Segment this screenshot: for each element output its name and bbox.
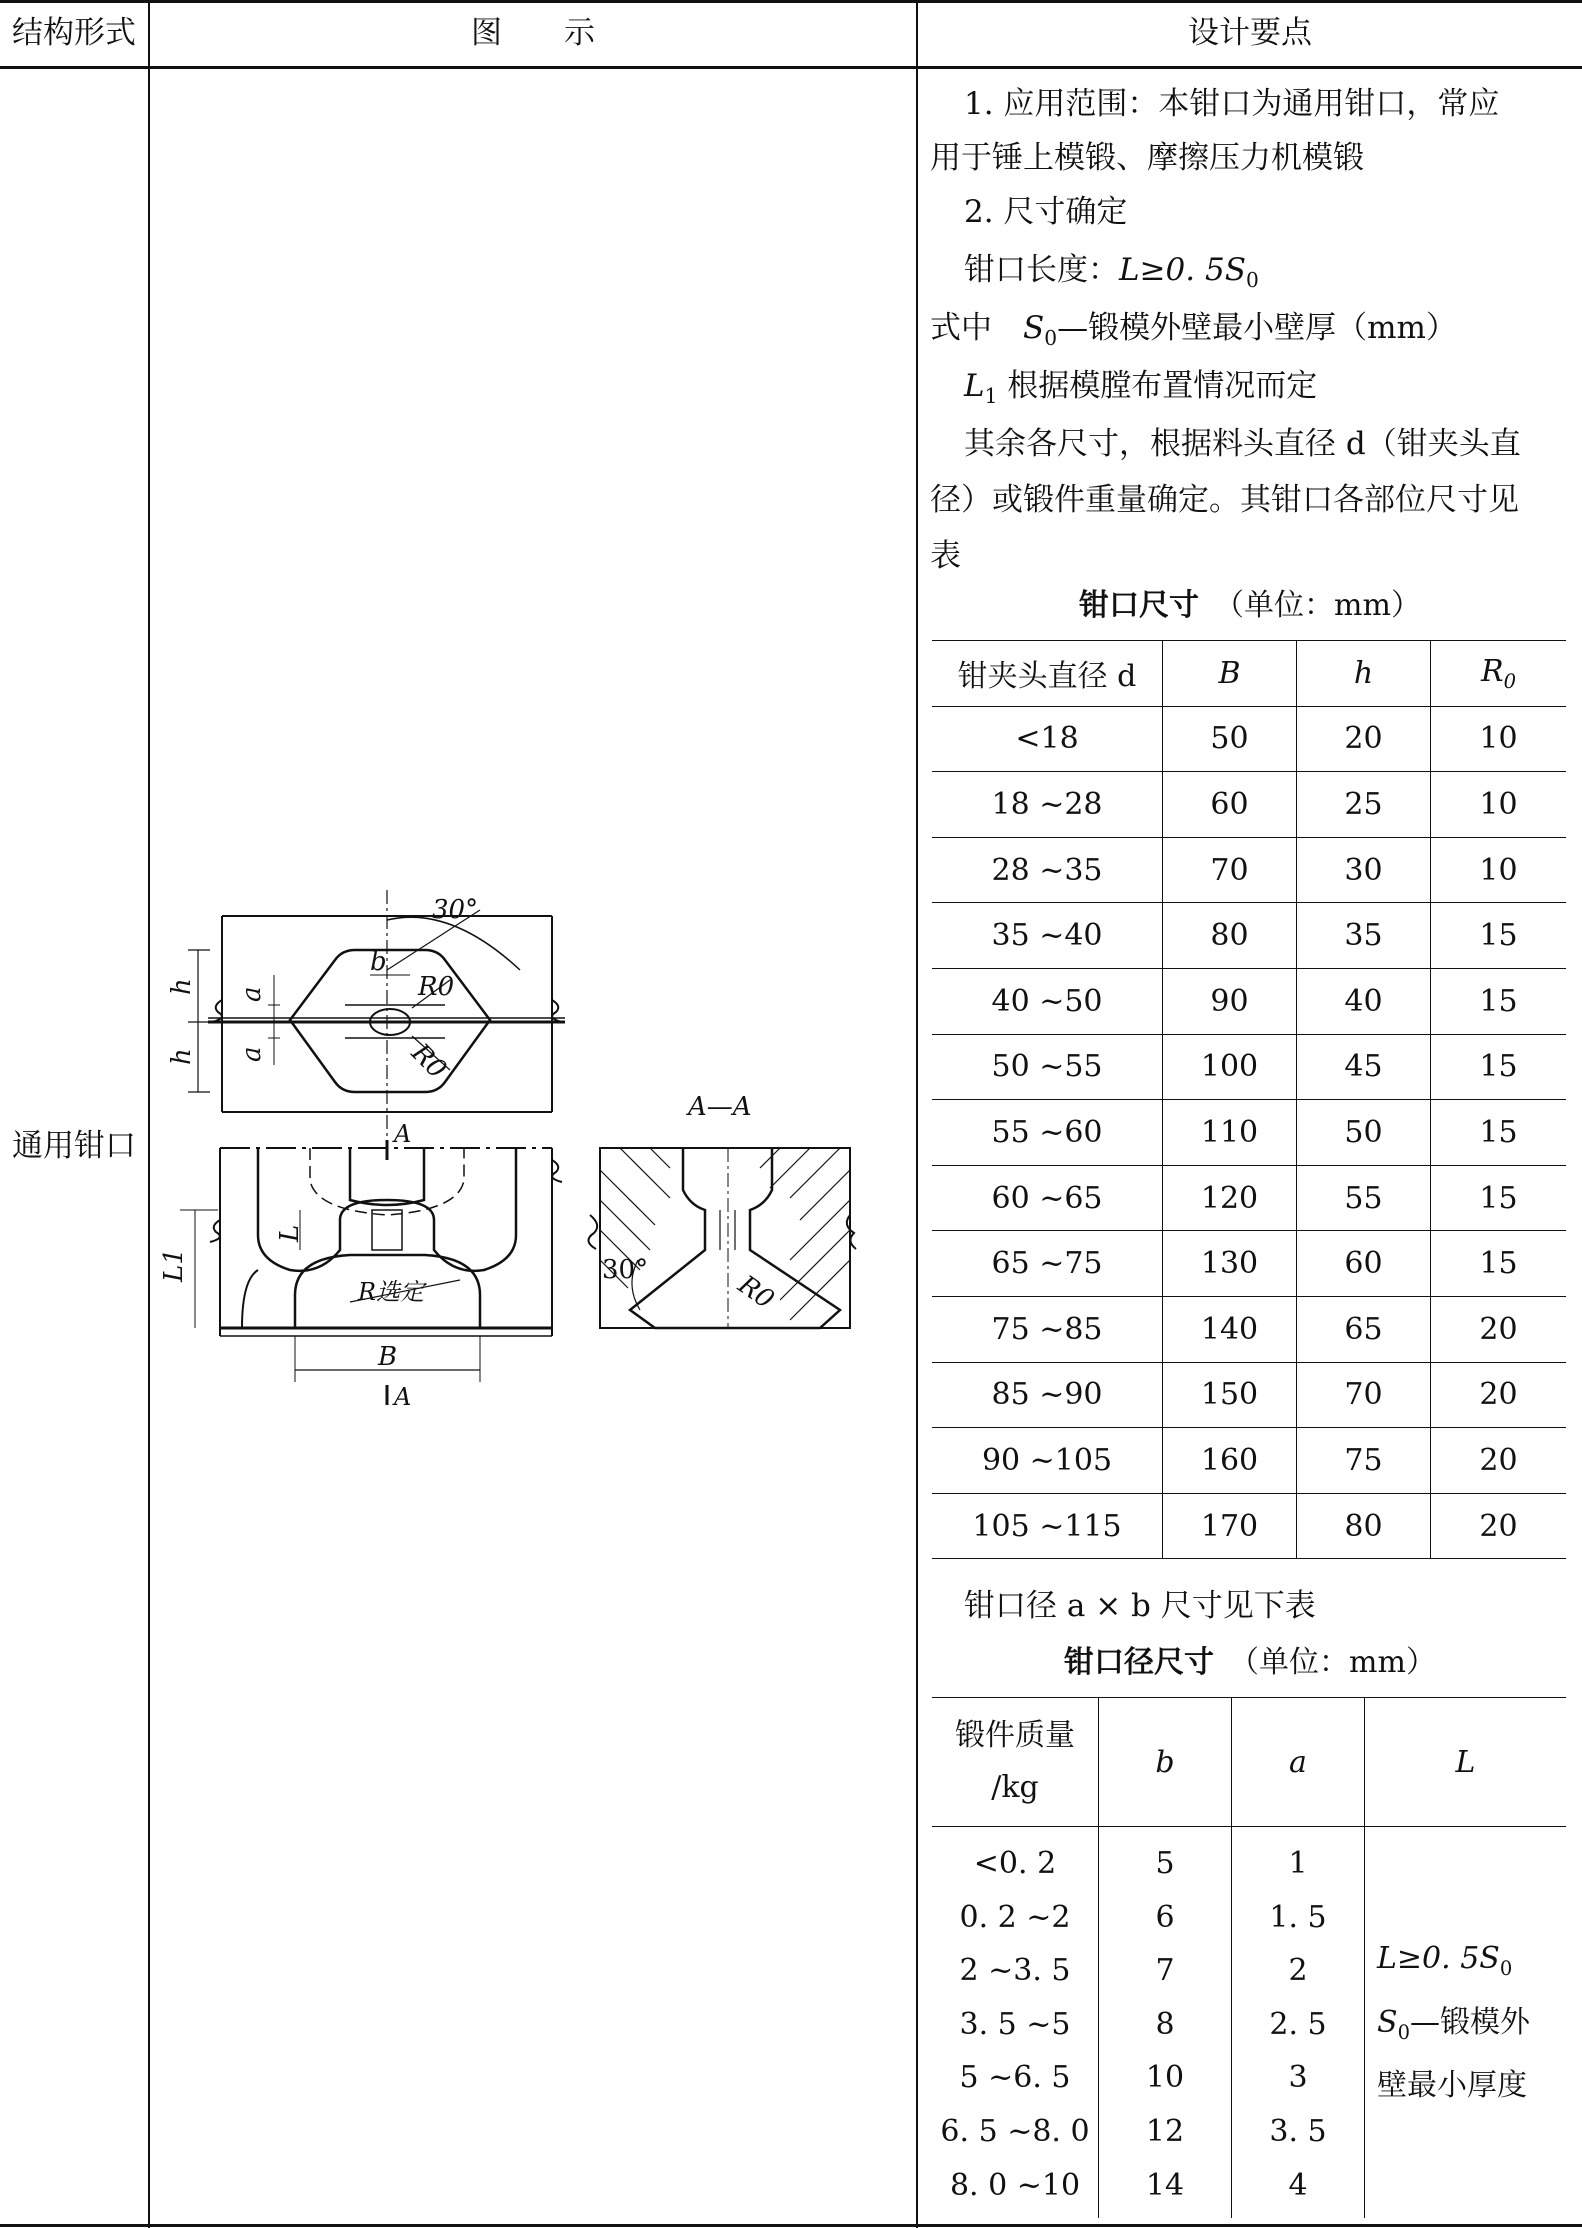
- t1-cell: 50: [1163, 706, 1297, 772]
- table-row: [932, 772, 1566, 838]
- t1-cell: 80: [1297, 1493, 1431, 1559]
- t1-cell: 60: [1163, 772, 1297, 838]
- t2-header-b: b: [1099, 1698, 1232, 1827]
- t1-cell: 80: [1163, 903, 1297, 969]
- table1-unit: （单位：mm）: [1229, 588, 1421, 623]
- label-r0-bottom: R0: [405, 1038, 453, 1085]
- table1-title: [918, 580, 1582, 624]
- t1-cell: 160: [1163, 1428, 1297, 1494]
- list-item: 5: [1155, 1846, 1175, 1881]
- para-other-1: 其余各尺寸，根据料头直径 d（钳夹头直: [964, 426, 1521, 462]
- para-scope-1: 1. 应用范围：本钳口为通用钳口，常应: [964, 86, 1500, 122]
- table-row: [932, 706, 1566, 772]
- label-r-select: R选定: [358, 1278, 425, 1306]
- where-rest: —锻模外壁最小壁厚（mm）: [1057, 310, 1457, 346]
- table-row: [932, 903, 1566, 969]
- row-label: 通用钳口: [12, 1128, 136, 1164]
- note-rest: —锻模外: [1409, 2004, 1530, 2040]
- list-item: 1: [1288, 1846, 1308, 1881]
- length-formula: L≥0. 5S: [1119, 252, 1246, 288]
- label-l1: L1: [159, 1248, 189, 1282]
- table-row: [932, 968, 1566, 1034]
- para-l1: [930, 358, 1580, 424]
- t1-cell: 150: [1163, 1362, 1297, 1428]
- list-item: 2: [1288, 1953, 1308, 1989]
- t1-cell: 35 ~40: [932, 903, 1163, 969]
- t1-cell: 90 ~105: [932, 1428, 1163, 1494]
- t1-header-h: h: [1297, 641, 1431, 707]
- t1-header-d: 钳夹头直径 d: [932, 641, 1163, 707]
- t1-cell: 70: [1297, 1362, 1431, 1428]
- label-angle-30: 30°: [432, 895, 479, 925]
- header-figure: 图 示: [471, 15, 595, 51]
- para-other-3: 表: [930, 538, 961, 574]
- list-item: 2 ~3. 5: [959, 1953, 1071, 1989]
- table-row: [932, 1100, 1566, 1166]
- t1-cell: 65 ~75: [932, 1231, 1163, 1297]
- t1-cell: 105 ~115: [932, 1493, 1163, 1559]
- label-a-bottom: a: [237, 1046, 267, 1062]
- note-formula-sub: 0: [1499, 1957, 1513, 1981]
- header-structure: 结构形式: [12, 15, 136, 51]
- t2-header-a: a: [1232, 1698, 1365, 1827]
- header-divider: [0, 66, 1582, 69]
- list-item: 6. 5 ~8. 0: [940, 2113, 1090, 2149]
- t1-cell: 110: [1163, 1100, 1297, 1166]
- t1-cell: 15: [1431, 903, 1567, 969]
- section-view-labels: [602, 1092, 779, 1315]
- t1-cell: 30: [1297, 837, 1431, 903]
- note-sym: S: [1377, 2004, 1398, 2040]
- t1-cell: 15: [1431, 1100, 1567, 1166]
- t1-cell: 20: [1297, 706, 1431, 772]
- label-l: L: [275, 1224, 305, 1242]
- col-divider-2: [916, 0, 918, 2228]
- table2-title: [918, 1637, 1582, 1681]
- table-row: [932, 837, 1566, 903]
- t1-cell: 130: [1163, 1231, 1297, 1297]
- section-view: [588, 1148, 856, 1328]
- t1-cell: 120: [1163, 1165, 1297, 1231]
- clamp-diameter-table: [932, 1697, 1566, 2218]
- t1-cell: 90: [1163, 968, 1297, 1034]
- label-b-width: B: [378, 1342, 398, 1372]
- table2-header-row: [932, 1698, 1566, 1827]
- t1-cell: 40 ~50: [932, 968, 1163, 1034]
- t1-cell: 75 ~85: [932, 1296, 1163, 1362]
- list-item: 12: [1145, 2113, 1185, 2149]
- note-sym-sub: 0: [1397, 2020, 1410, 2044]
- t1-cell: 15: [1431, 1165, 1567, 1231]
- table-row: [932, 1493, 1566, 1559]
- list-item: 7: [1155, 1953, 1175, 1989]
- clamp-drawing: [150, 70, 916, 2225]
- list-item: 8. 0 ~10: [949, 2167, 1081, 2203]
- t1-cell: 20: [1431, 1362, 1567, 1428]
- list-item: 6: [1155, 1899, 1175, 1935]
- t1-cell: 20: [1431, 1428, 1567, 1494]
- label-section-angle: 30°: [602, 1255, 649, 1285]
- t1-cell: 55 ~60: [932, 1100, 1163, 1166]
- front-view: [180, 1148, 562, 1405]
- para-dimension: 2. 尺寸确定: [964, 194, 1128, 230]
- t1-cell: 15: [1431, 968, 1567, 1034]
- t2-header-mass: [932, 1698, 1099, 1827]
- note-formula: L≥0. 5S: [1377, 1941, 1500, 1977]
- para-length: [930, 242, 1580, 308]
- t2-header-l: L: [1365, 1698, 1567, 1827]
- list-item: <0. 2: [973, 1846, 1057, 1881]
- t1-cell: 70: [1163, 837, 1297, 903]
- t1-cell: 170: [1163, 1493, 1297, 1559]
- label-section-r0: R0: [732, 1269, 780, 1316]
- top-view: [188, 890, 565, 1160]
- list-item: 0. 2 ~2: [959, 1899, 1071, 1935]
- t2-header-mass-2: /kg: [991, 1770, 1039, 1805]
- t1-cell: 65: [1297, 1296, 1431, 1362]
- label-section-title: A—A: [688, 1092, 752, 1122]
- length-prefix: 钳口长度：: [964, 252, 1119, 288]
- t1-cell: 140: [1163, 1296, 1297, 1362]
- table1-title-text: 钳口尺寸: [1079, 588, 1200, 623]
- label-h-bottom: h: [167, 1048, 197, 1065]
- list-item: 8: [1155, 2006, 1175, 2042]
- label-section-a-bottom: A: [394, 1383, 412, 1411]
- list-item: 3: [1288, 2060, 1308, 2096]
- t1-cell: 10: [1431, 772, 1567, 838]
- para-other-2: 径）或锻件重量确定。其钳口各部位尺寸见: [930, 482, 1519, 518]
- length-sub: 0: [1245, 268, 1259, 293]
- t2-mass-col: [932, 1827, 1099, 2219]
- t1-cell: 15: [1431, 1231, 1567, 1297]
- clamp-size-table: [932, 640, 1566, 1559]
- t1-cell: <18: [932, 706, 1163, 772]
- list-item: 3. 5: [1269, 2113, 1327, 2149]
- l1-sym: L: [964, 368, 985, 404]
- t1-cell: 45: [1297, 1034, 1431, 1100]
- figure-area: [150, 70, 916, 2225]
- t1-cell: 10: [1431, 706, 1567, 772]
- note-line-1: [1377, 1932, 1566, 1996]
- t1-cell: 18 ~28: [932, 772, 1163, 838]
- t1-cell: 60 ~65: [932, 1165, 1163, 1231]
- label-section-a-top: A: [394, 1120, 412, 1148]
- header-design: 设计要点: [1188, 15, 1312, 51]
- table-row: [932, 1362, 1566, 1428]
- table-row: [932, 1034, 1566, 1100]
- para-between: 钳口径 a × b 尺寸见下表: [964, 1588, 1316, 1624]
- where-sub: 0: [1044, 326, 1058, 351]
- t1-cell: 75: [1297, 1428, 1431, 1494]
- t1-cell: 25: [1297, 772, 1431, 838]
- list-item: 10: [1145, 2060, 1185, 2096]
- table-row: [932, 1231, 1566, 1297]
- list-item: 1. 5: [1269, 1899, 1327, 1935]
- list-item: 2. 5: [1269, 2006, 1327, 2042]
- t1-cell: 28 ~35: [932, 837, 1163, 903]
- table2-body-row: [932, 1827, 1566, 2219]
- l1-rest: 根据模膛布置情况而定: [997, 368, 1318, 404]
- table1-header-row: [932, 641, 1566, 707]
- t1-header-b: B: [1163, 641, 1297, 707]
- t1-header-r0: $R_0$: [1431, 641, 1567, 707]
- table-row: [932, 1428, 1566, 1494]
- note-line-3: 壁最小厚度: [1377, 2068, 1527, 2104]
- t2-a-col: [1232, 1827, 1365, 2219]
- where-sym: S: [1023, 310, 1045, 346]
- t2-b-col: [1099, 1827, 1232, 2219]
- t1-cell: 20: [1431, 1493, 1567, 1559]
- table-row: [932, 1296, 1566, 1362]
- list-item: 4: [1288, 2167, 1308, 2203]
- t1-cell: 40: [1297, 968, 1431, 1034]
- t1-cell: 50 ~55: [932, 1034, 1163, 1100]
- table2-title-text: 钳口径尺寸: [1064, 1645, 1215, 1680]
- t1-cell: 55: [1297, 1165, 1431, 1231]
- t1-cell: 50: [1297, 1100, 1431, 1166]
- label-h-top: h: [167, 978, 197, 995]
- list-item: 5 ~6. 5: [959, 2060, 1071, 2096]
- t2-l-note: [1365, 1827, 1567, 2219]
- table2-unit: （单位：mm）: [1244, 1645, 1436, 1680]
- t1-cell: 85 ~90: [932, 1362, 1163, 1428]
- t1-cell: 10: [1431, 837, 1567, 903]
- label-r0-top: R0: [418, 972, 455, 1002]
- t1-cell: 100: [1163, 1034, 1297, 1100]
- label-a-top: a: [237, 986, 267, 1002]
- table-row: [932, 1165, 1566, 1231]
- label-b: b: [370, 947, 387, 977]
- front-view-labels: [159, 1225, 427, 1411]
- note-line-2: [1377, 1996, 1566, 2060]
- para-scope-2: 用于锤上模锻、摩擦压力机模锻: [930, 140, 1364, 176]
- para-where: [930, 300, 1580, 366]
- t1-cell: 35: [1297, 903, 1431, 969]
- list-item: 14: [1145, 2167, 1185, 2203]
- t1-cell: 20: [1431, 1296, 1567, 1362]
- t1-cell: 60: [1297, 1231, 1431, 1297]
- t1-cell: 15: [1431, 1034, 1567, 1100]
- l1-sub: 1: [984, 384, 998, 409]
- where-prefix: 式中: [930, 310, 1023, 346]
- t2-header-mass-1: 锻件质量: [955, 1718, 1075, 1753]
- list-item: 3. 5 ~5: [959, 2006, 1071, 2042]
